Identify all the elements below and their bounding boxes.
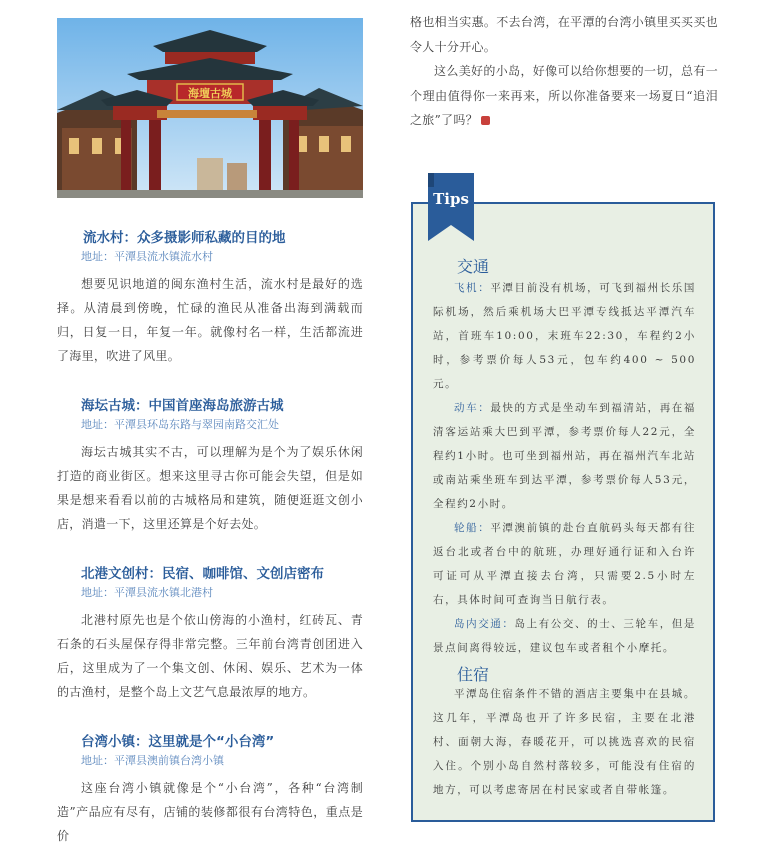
section-title: 台湾小镇：这里就是个“小台湾” [81, 734, 275, 750]
section-body: 这座台湾小镇就像是个“小台湾”，各种“台湾制造”产品应有尽有，店铺的装修都很有台湾特色，重点是价 [57, 781, 363, 843]
section-taiwan-town [81, 732, 363, 752]
haitan-gate-photo [57, 18, 363, 198]
gate-sign-text: 海壇古城 [188, 87, 232, 100]
transport-keyword: 动车： [454, 402, 491, 414]
lodging-heading: 住宿 [457, 665, 490, 684]
section-address: 地址：平潭县流水镇流水村 [81, 250, 213, 263]
section-body: 想要见识地道的闽东渔村生活，流水村是最好的选择。从清晨到傍晚，忙碌的渔民从准备出海到满载而归，日复一日，年复一年。就像村名一样，生活都流进了海里，吹进了风里。 [57, 277, 363, 363]
transport-keyword: 飞机： [454, 282, 491, 294]
section-title: 北港文创村：民宿、咖啡馆、文创店密布 [81, 566, 324, 582]
lodging-paragraph: 平潭岛住宿条件不错的酒店主要集中在县城。这几年，平潭岛也开了许多民宿，主要在北港村、面朝大海，春暖花开，可以挑选喜欢的民宿入住。个别小岛自然村落较多，可能没有住宿的地方，可以考虑寄居在村民家或者自带帐篷。 [433, 688, 696, 796]
section-body: 海坛古城其实不古，可以理解为是个为了娱乐休闲打造的商业街区。想来这里寻古你可能会失望，但是如果是想来看看以前的古城格局和建筑，随便逛逛文创小店，消遣一下，这里还算是个好去处。 [57, 445, 363, 531]
section-address: 地址：平潭县澳前镇台湾小镇 [81, 754, 224, 767]
right-column-text [410, 10, 718, 133]
attractions-column [57, 228, 363, 848]
transport-item-plane [433, 276, 696, 396]
closing-paragraph [410, 59, 718, 133]
transport-item-train [433, 396, 696, 516]
continuation-paragraph: 格也相当实惠。不去台湾，在平潭的台湾小镇里买买买也令人十分开心。 [410, 15, 718, 54]
transport-keyword: 轮船： [454, 522, 491, 534]
section-address: 地址：平潭县流水镇北港村 [81, 586, 213, 599]
gate-illustration [57, 18, 363, 198]
tips-label: Tips [433, 190, 469, 208]
closing-text: 这么美好的小岛，好像可以给你想要的一切，总有一个理由值得你一来再来，所以你准备要来一场夏日“追泪之旅”了吗？ [410, 64, 718, 127]
section-address: 地址：平潭县环岛东路与翠园南路交汇处 [81, 418, 279, 431]
transport-heading: 交通 [457, 257, 490, 276]
transport-text [433, 276, 696, 660]
section-title: 海坛古城：中国首座海岛旅游古城 [81, 398, 284, 414]
transport-keyword: 岛内交通： [454, 618, 515, 630]
section-title: 流水村：众多摄影师私藏的目的地 [83, 230, 286, 246]
transport-item-island [433, 612, 696, 660]
section-body: 北港村原先也是个依山傍海的小渔村，红砖瓦、青石条的石头屋保存得非常完整。三年前台湾青创团进入后，这里成为了一个集文创、休闲、娱乐、艺术为一体的古渔村，是整个岛上文艺气息最浓厚的地方。 [57, 613, 363, 699]
transport-desc: 平潭目前没有机场，可飞到福州长乐国际机场，然后乘机场大巴平潭专线抵达平潭汽车站，首班车10:00，末班车22:30，车程约2小时，参考票价每人53元，包车约400 ~ 500元。 [433, 282, 697, 390]
transport-item-ship [433, 516, 696, 612]
transport-desc: 岛上有公交、的士、三轮车，但是景点间离得较远，建议包车或者租个小摩托。 [433, 618, 696, 654]
transport-desc: 平潭澳前镇的赴台直航码头每天都有往返台北或者台中的航班，办理好通行证和入台许可证可从平潭直接去台湾，只需要2.5小时左右，具体时间可查询当日航行表。 [433, 522, 697, 606]
lodging-text [433, 682, 696, 802]
sticker-icon [481, 116, 490, 125]
section-haitan-ancient-city [81, 396, 363, 416]
section-liushui-village [83, 228, 363, 248]
transport-desc: 最快的方式是坐动车到福清站，再在福清客运站乘大巴到平潭，参考票价每人22元，全程约1小时。也可坐到福州站，再在福州汽车北站或南站乘坐班车到达平潭，参考票价每人53元，全程约2小时。 [433, 402, 697, 510]
section-beigang-village [81, 564, 363, 584]
